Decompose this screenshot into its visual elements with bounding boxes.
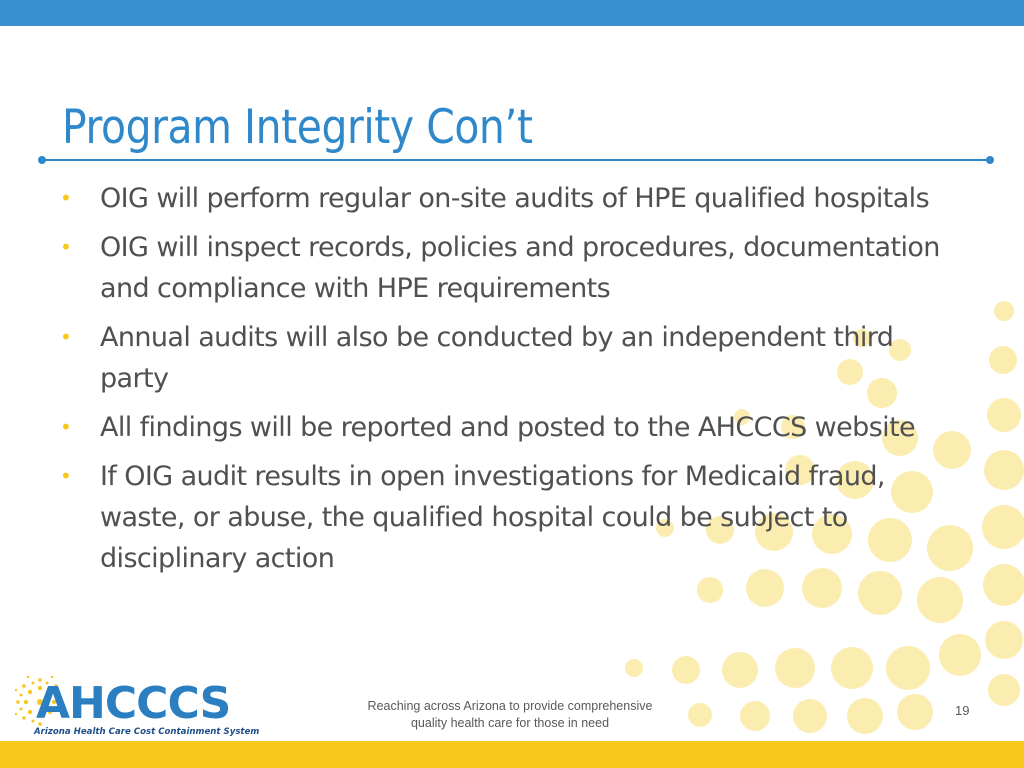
bullet-icon: •	[60, 464, 72, 488]
bullet-item	[56, 317, 956, 399]
bullet-item	[56, 178, 956, 219]
bullet-text: OIG will perform regular on-site audits of HPE qualified hospitals	[100, 183, 930, 214]
bullet-text: All findings will be reported and posted to the AHCCCS website	[100, 412, 916, 443]
bullet-icon: •	[60, 415, 72, 439]
bullet-item	[56, 227, 956, 309]
bullet-text: Annual audits will also be conducted by an independent third party	[100, 322, 894, 394]
footer-tagline	[330, 698, 690, 732]
bullet-icon: •	[60, 325, 72, 349]
title-underline-rule	[42, 159, 990, 161]
slide-title: Program Integrity Con’t	[62, 100, 533, 155]
bullet-text: If OIG audit results in open investigations for Medicaid fraud, waste, or abuse, the qualified hospital could be subject to disciplinary action	[100, 461, 885, 574]
bullet-list	[56, 178, 956, 587]
bullet-text: OIG will inspect records, policies and procedures, documentation and compliance with HPE requirements	[100, 232, 940, 304]
logo-subtitle: Arizona Health Care Cost Containment System	[34, 727, 260, 737]
logo-wordmark: AHCCCS	[36, 678, 231, 729]
bullet-item	[56, 407, 956, 448]
title-rule-dot-right	[986, 156, 994, 164]
ahcccs-logo	[10, 672, 260, 740]
bottom-accent-bar	[0, 741, 1024, 768]
footer-tagline-line1: Reaching across Arizona to provide comprehensive	[367, 699, 653, 713]
bullet-icon: •	[60, 235, 72, 259]
bullet-item	[56, 456, 956, 579]
bullet-icon: •	[60, 186, 72, 210]
footer-tagline-line2: quality health care for those in need	[410, 716, 610, 730]
slide-page-number: 19	[955, 703, 970, 718]
